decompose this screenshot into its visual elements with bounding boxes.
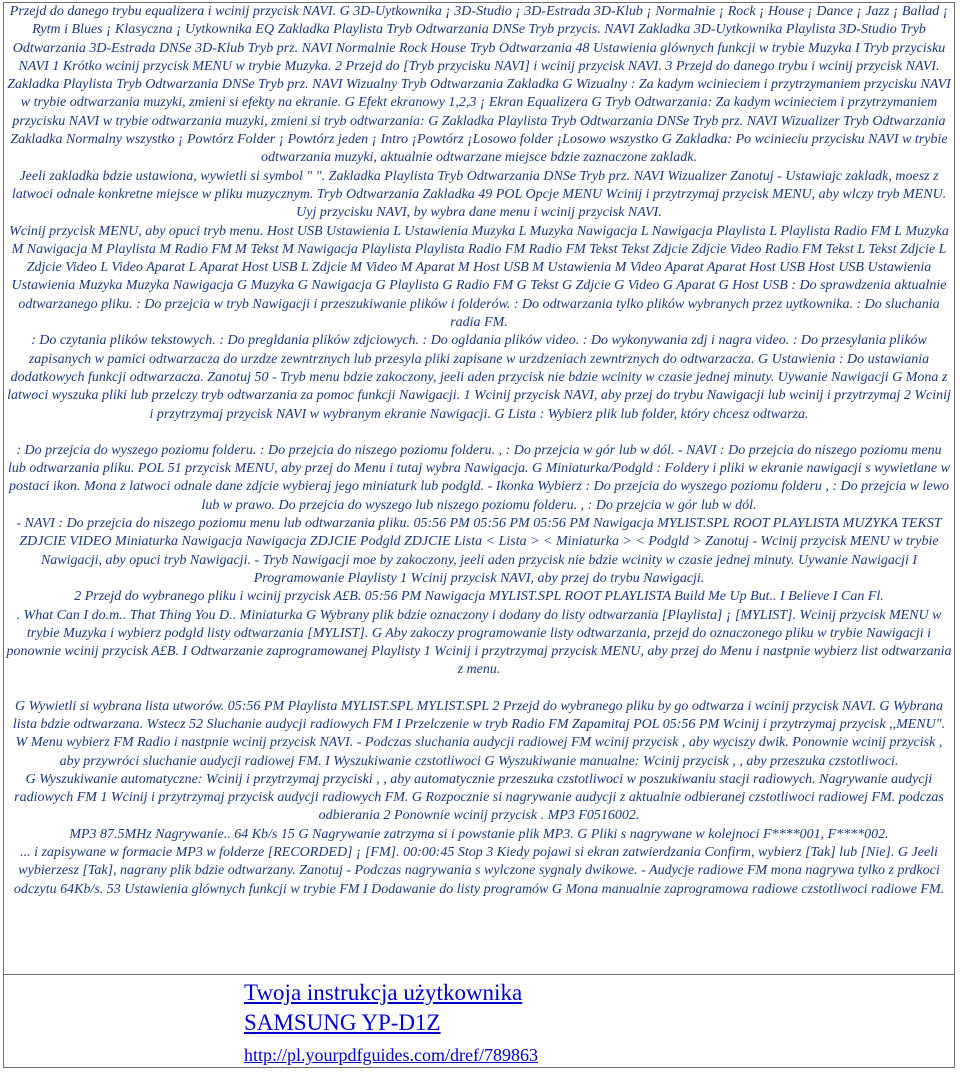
paragraph: MP3 87.5MHz Nagrywanie.. 64 Kb/s 15 G Nagrywanie zatrzyma si i powstanie plik MP3. G Pliki s nagrywane w kolejnoci F****001, F****002. (69, 826, 889, 842)
paragraph: Przejd do danego trybu equalizera i wcinij przycisk NAVI. G 3D-Uytkownika ¡ 3D-Studio ¡ 3D-Estrada 3D-Klub ¡ Normalnie ¡ Rock ¡ House ¡ Dance ¡ Jazz ¡ Ballad ¡ Rytm i Blues ¡ Klasyczna ¡ Uytkownika EQ Zakladka Playlista Tryb Odtwarzania DNSe Tryb przycis. NAVI Zakladka 3D-Uytkownika Playlista 3D-Studio Tryb Odtwarzania 3D-Estrada DNSe 3D-Klub Tryb prz. NAVI Normalnie Rock House Tryb Odtwarzania 48 Ustawienia glównych funkcji w trybie Muzyka I Tryb przycisku NAVI 1 Krótko wcinij przycisk MENU w trybie Muzyka. 2 Przejd do [Tryb przycisku NAVI] i wcinij przycisk NAVI. 3 Przejd do danego trybu i wcinij przycisk NAVI. Zakladka Playlista Tryb Odtwarzania DNSe Tryb prz. NAVI Wizualny Tryb Odtwarzania Zakladka G Wizualny : Za kadym wcinieciem i przytrzymaniem przycisku NAVI w trybie odtwarzania muzyki, zmieni si efekty na ekranie. G Efekt ekranowy 1,2,3 ¡ Ekran Equalizera G Tryb Odtwarzania: Za kadym wcinieciem i przytrzymaniem przycisku NAVI w trybie odtwarzania muzyki, zmieni si tryb odtwarzania: G Zakladka Playlista Tryb Odtwarzania DNSe Tryb prz. NAVI Wizualizer Tryb Odtwarzania Zakladka Normalny wszystko ¡ Powtórz Folder ¡ Powtórz jeden ¡ Intro ¡Powtórz ¡Losowo folder ¡Losowo wszystko G Zakladka: Po wcinieciu przycisku NAVI w trybie odtwarzania muzyki, aktualnie odtwarzane miejsce bdzie zaznaczone zakladk. (7, 4, 951, 166)
manual-text (6, 3, 952, 971)
paragraph: : Do przejcia do wyszego poziomu folderu. : Do przejcia do niszego poziomu folderu. , : Do przejcia w gór lub w dól. - NAVI : Do przejcia do niszego poziomu menu lub odtwarzania pliku. POL 51 przycisk MENU, aby przej do Menu i tutaj wybra Nawigacja. G Miniaturka/Podgld : Foldery i pliki w ekranie nawigacji s wywietlane w postaci ikon. Mona z latwoci odnale dane zdjcie wybieraj jego miniaturk lub podgld. - Ikonka Wybierz : Do przejcia do wyszego poziomu folderu , : Do przejcia w lewo lub w prawo. Do przejcia do wyszego lub niszego poziomu folderu. , : Do przejcia w gór lub w dól. (8, 442, 950, 513)
paragraph: ... i zapisywane w formacie MP3 w folderze [RECORDED] ¡ [FM]. 00:00:45 Stop 3 Kiedy pojawi si ekran zatwierdzania Confirm, wybierz [Tak] lub [Nie]. G Jeeli wybierzesz [Tak], nagrany plik bdzie odtwarzany. Zanotuj - Podczas nagrywania s wylczone sygnaly dwikowe. - Audycje radiowe FM mona nagrywa tylko z prdkoci odczytu 64Kb/s. 53 Ustawienia glównych funkcji w trybie FM I Dodawanie do listy programów G Mona manualnie zaprogramowa radiowe czstotliwoci radiowe FM. (13, 845, 945, 897)
footer-divider (3, 974, 955, 975)
manual-url-link[interactable]: http://pl.yourpdfguides.com/dref/789863 (244, 1045, 538, 1065)
paragraph: G Wywietli si wybrana lista utworów. 05:56 PM Playlista MYLIST.SPL MYLIST.SPL 2 Przejd do wybranego pliku by go odtwarza i wcinij przycisk NAVI. G Wybrana lista bdzie odtwarzana. Wstecz 52 Sluchanie audycji radiowych FM I Przelczenie w tryb Radio FM Zapamitaj POL 05:56 PM Wcinij i przytrzymaj przycisk ,,MENU". W Menu wybierz FM Radio i nastpnie wcinij przycisk NAVI. - Podczas sluchania audycji radiowej FM wcinij przycisk , aby wyciszy dwik. Ponownie wcinij przycisk , aby przywróci sluchanie audycji radiowej FM. I Wyszukiwanie czstotliwoci G Wyszukiwanie manualne: Wcinij przycisk , , aby przeszuka czstotliwoci. (12, 698, 946, 769)
manual-title-link[interactable] (244, 978, 944, 1038)
paragraph: . What Can I do.m.. That Thing You D.. Miniaturka G Wybrany plik bdzie oznaczony i dodany do listy odtwarzania [Playlista] ¡ [MYLIST]. Wcinij przycisk MENU w trybie Muzyka i wybierz podgld listy odtwarzania [MYLIST]. G Aby zakoczy programowanie listy odtwarzania, przejd do oznaczonego pliku w trybie Nawigacji i ponownie wcinij przycisk A£B. I Odtwarzanie zaprogramowanej Playlisty 1 Wcinij i przytrzymaj przycisk MENU, aby przej do Menu i nastpnie wybierz list odtwarzania z menu. (6, 607, 952, 678)
manual-title-line-1: Twoja instrukcja użytkownika (244, 980, 523, 1005)
paragraph: : Do czytania plików tekstowych. : Do pregldania plików zdjciowych. : Do ogldania plików video. : Do wykonywania zdj i nagra video. : Do przesylania plików zapisanych w pamici odtwarzacza do urzdze zewntrznych lub przesyla pliki zapisane w urzdzeniach zewntrznych do odtwarzacza. G Ustawienia : Do ustawiania dodatkowych funkcji odtwarzacza. Zanotuj 50 - Tryb menu bdzie zakoczony, jeeli aden przycisk nie bdzie wcinity w czasie jednej minuty. Uywanie Nawigacji G Mona z latwoci wyszuka pliki lub przelczy tryb odtwarzania za pomoc funkcji Nawigacji. 1 Wcinij przycisk NAVI, aby przej do trybu Nawigacji lub wcinij i przytrzymaj 2 Wcinij i przytrzymaj przycisk NAVI w wybranym ekranie Nawigacji. G Lista : Wybierz plik lub folder, który chcesz odtwarza. (7, 333, 951, 422)
paragraph: G Wyszukiwanie automatyczne: Wcinij i przytrzymaj przyciski , , aby automatycznie przeszuka czstotliwoci w poszukiwaniu stacji radiowych. Nagrywanie audycji radiowych FM 1 Wcinij i przytrzymaj przycisk audycji radiowych FM. G Rozpocznie si nagrywanie audycji z aktualnie odbieranej czstotliwoci radiowej FM. podczas odbierania 2 Ponownie wcinij przycisk . MP3 F0516002. (14, 771, 944, 824)
paragraph: Jeeli zakladka bdzie ustawiona, wywietli si symbol " ". Zakladka Playlista Tryb Odtwarzania DNSe Tryb prz. NAVI Wizualizer Zanotuj - Ustawiajc zakladk, moesz z latwoci odnale konkretne miejsce w pliku muzycznym. Tryb Odtwarzania Zakladka 49 POL Opcje MENU Wcinij i przytrzymaj przycisk MENU, aby wlczy tryb MENU. Uyj przycisku NAVI, by wybra dane menu i wcinij przycisk NAVI. (11, 168, 947, 221)
paragraph: 2 Przejd do wybranego pliku i wcinij przycisk A£B. 05:56 PM Nawigacja MYLIST.SPL ROOT PLAYLISTA Build Me Up But.. I Believe I Can Fl. (74, 589, 884, 605)
footer (244, 978, 944, 1068)
manual-title-line-2: SAMSUNG YP-D1Z (244, 1010, 441, 1035)
paragraph: - NAVI : Do przejcia do niszego poziomu menu lub odtwarzania pliku. 05:56 PM 05:56 PM 05:56 PM Nawigacja MYLIST.SPL ROOT PLAYLISTA MUZYKA TEKST ZDJCIE VIDEO Miniaturka Nawigacja Nawigacja ZDJCIE Podgld ZDJCIE Lista < Lista > < Miniaturka > < Podgld > Zanotuj - Wcinij przycisk MENU w trybie Nawigacji, aby opuci tryb Nawigacji. - Tryb Nawigacji moe by zakoczony, jeeli aden przycisk nie bdzie wcinity w czasie jednej minuty. Uywanie Nawigacji I Programowanie Playlisty 1 Wcinij przycisk NAVI, aby przej do trybu Nawigacji. (16, 516, 942, 586)
paragraph: Wcinij przycisk MENU, aby opuci tryb menu. Host USB Ustawienia L Ustawienia Muzyka L Muzyka Nawigacja L Nawigacja Playlista L Playlista Radio FM L Muzyka M Nawigacja M Playlista M Radio FM M Tekst M Nawigacja Playlista Playlista Radio FM Radio FM Tekst Tekst Zdjcie Zdjcie Video Radio FM Tekst L Tekst Zdjcie L Zdjcie Video L Video Aparat L Aparat Host USB L Zdjcie M Video M Aparat M Host USB M Ustawienia M Video Aparat Aparat Host USB Host USB Ustawienia Ustawienia Muzyka Muzyka Nawigacja G Muzyka G Nawigacja G Playlista G Radio FM G Tekst G Zdjcie G Video G Aparat G Host USB : Do sprawdzenia aktualnie odtwarzanego pliku. : Do przejcia w tryb Nawigacji i przeszukiwanie plików i folderów. : Do odtwarzania tylko plików wybranych przez uytkownika. : Do sluchania radia FM. (9, 223, 949, 331)
